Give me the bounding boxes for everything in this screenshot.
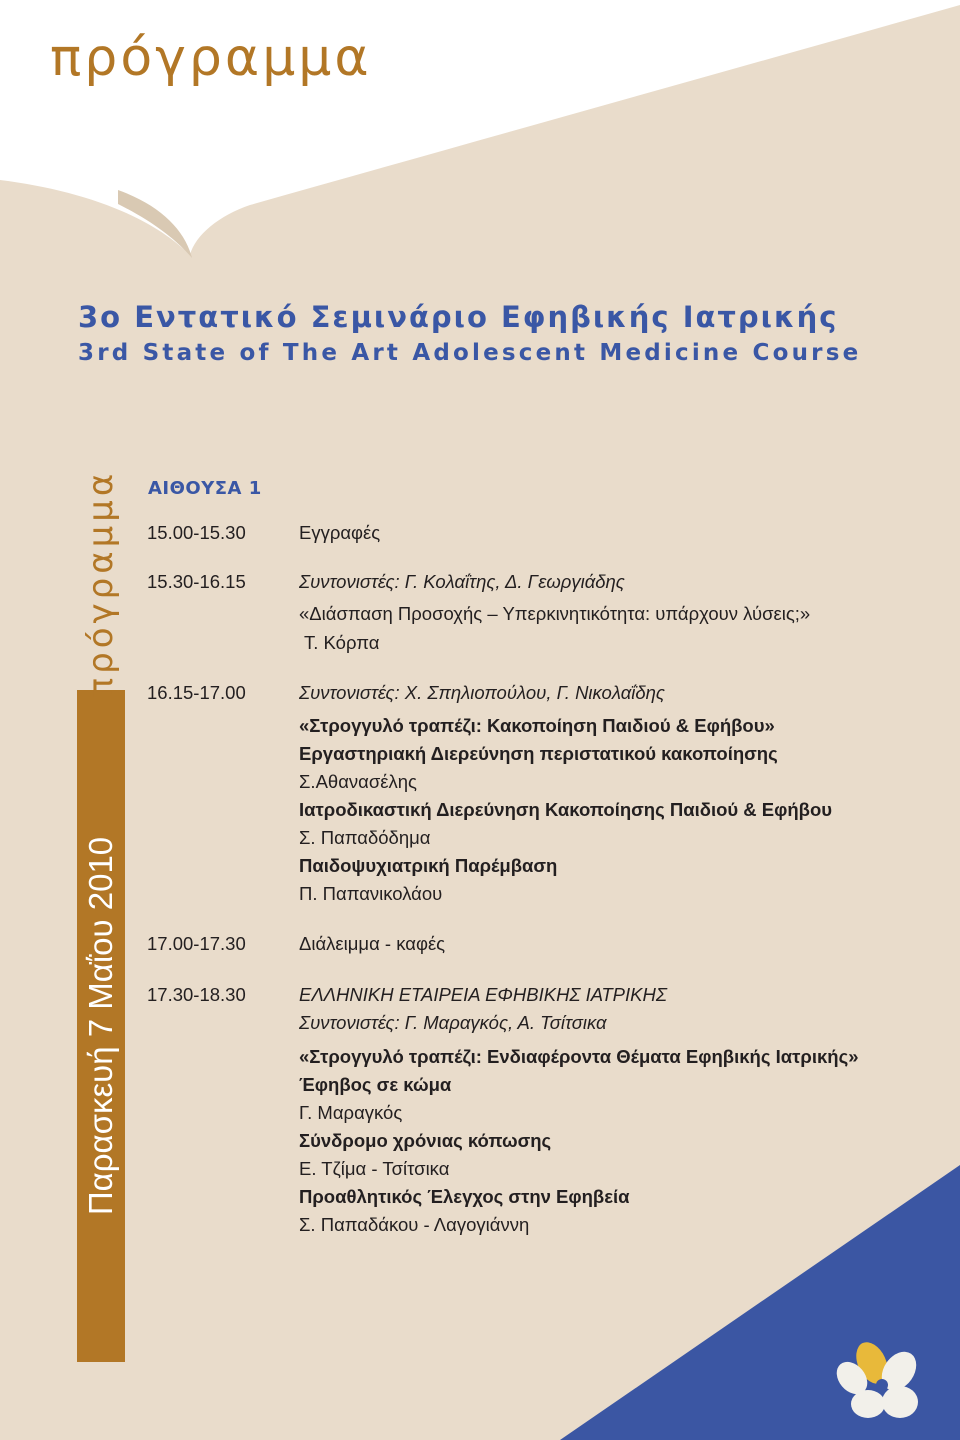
session-coordinators: Συντονιστές: Χ. Σπηλιοπούλου, Γ. Νικολαΐδης: [299, 682, 665, 703]
sidebar-program-word: πρόγραμμα: [81, 469, 121, 699]
course-title-english: 3rd State of The Art Adolescent Medicine Course: [78, 340, 862, 366]
speaker-name: Σ.Αθανασέλης: [299, 771, 417, 792]
sidebar-date: Παρασκευή 7 Μαΐου 2010: [82, 836, 119, 1216]
talk-title: Σύνδρομο χρόνιας κόπωσης: [299, 1130, 552, 1151]
session-title: Διάλειμμα - καφές: [299, 933, 446, 954]
talk-title: Ιατροδικαστική Διερεύνηση Κακοποίησης Παιδιού & Εφήβου: [299, 799, 833, 820]
session-coordinators: Συντονιστές: Γ. Μαραγκός, Α. Τσίτσικα: [299, 1012, 607, 1033]
speaker-name: Ε. Τζίμα - Τσίτσικα: [299, 1158, 450, 1179]
session-time: 17.00-17.30: [147, 933, 246, 954]
session-title: «Στρογγυλό τραπέζι: Κακοποίηση Παιδιού & Εφήβου»: [299, 715, 775, 736]
speaker-name: Σ. Παπαδάκου - Λαγογιάννη: [299, 1214, 530, 1235]
course-title-greek: 3ο Εντατικό Σεμινάριο Εφηβικής Ιατρικής: [78, 300, 839, 334]
header-title: πρόγραμμα: [50, 28, 372, 88]
speaker-name: Γ. Μαραγκός: [299, 1102, 403, 1123]
session-coordinators: Συντονιστές: Γ. Κολαΐτης, Δ. Γεωργιάδης: [299, 571, 625, 592]
talk-title: Προαθλητικός Έλεγχος στην Εφηβεία: [299, 1186, 630, 1207]
speaker-name: Π. Παπανικολάου: [299, 883, 443, 904]
session-time: 15.30-16.15: [147, 571, 246, 592]
session-time: 16.15-17.00: [147, 682, 246, 703]
society-name: ΕΛΛΗΝΙΚΗ ΕΤΑΙΡΕΙΑ ΕΦΗΒΙΚΗΣ ΙΑΤΡΙΚΗΣ: [299, 984, 667, 1005]
session-title: «Στρογγυλό τραπέζι: Ενδιαφέροντα Θέματα Εφηβικής Ιατρικής»: [299, 1046, 859, 1067]
session-title: Εγγραφές: [299, 522, 381, 543]
session-time: 15.00-15.30: [147, 522, 246, 543]
talk-title: Εργαστηριακή Διερεύνηση περιστατικού κακοποίησης: [299, 743, 778, 764]
room-heading: ΑΙΘΟΥΣΑ 1: [148, 478, 262, 499]
session-time: 17.30-18.30: [147, 984, 246, 1005]
speaker-name: Τ. Κόρπα: [304, 632, 380, 653]
speaker-name: Σ. Παπαδόδημα: [299, 827, 431, 848]
talk-title: «Διάσπαση Προσοχής – Υπερκινητικότητα: υπάρχουν λύσεις;»: [299, 603, 811, 624]
talk-title: Έφηβος σε κώμα: [299, 1074, 452, 1095]
talk-title: Παιδοψυχιατρική Παρέμβαση: [299, 855, 558, 876]
